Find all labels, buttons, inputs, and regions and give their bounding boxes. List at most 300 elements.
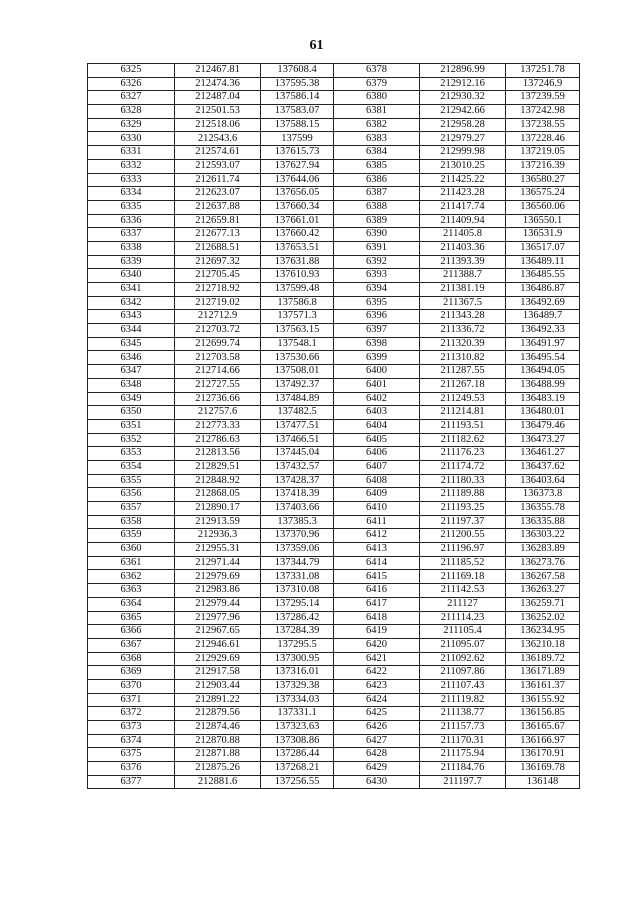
y-coordinate-cell: 137660.34 <box>261 200 334 214</box>
point-number-cell: 6422 <box>334 666 420 680</box>
point-number-cell: 6334 <box>88 187 175 201</box>
table-row <box>88 296 580 310</box>
point-number-cell: 6424 <box>334 693 420 707</box>
y-coordinate-cell: 136479.46 <box>506 419 580 433</box>
x-coordinate-cell: 211197.7 <box>420 775 506 789</box>
x-coordinate-cell: 211403.36 <box>420 241 506 255</box>
table-row <box>88 625 580 639</box>
y-coordinate-cell: 136486.87 <box>506 283 580 297</box>
y-coordinate-cell: 137599.48 <box>261 283 334 297</box>
y-coordinate-cell: 136437.62 <box>506 460 580 474</box>
point-number-cell: 6366 <box>88 625 175 639</box>
table-row <box>88 584 580 598</box>
y-coordinate-cell: 136166.97 <box>506 734 580 748</box>
x-coordinate-cell: 211138.77 <box>420 707 506 721</box>
point-number-cell: 6395 <box>334 296 420 310</box>
x-coordinate-cell: 211393.39 <box>420 255 506 269</box>
x-coordinate-cell: 211388.7 <box>420 269 506 283</box>
x-coordinate-cell: 212979.44 <box>175 597 261 611</box>
table-row <box>88 556 580 570</box>
y-coordinate-cell: 137284.39 <box>261 625 334 639</box>
y-coordinate-cell: 136575.24 <box>506 187 580 201</box>
point-number-cell: 6378 <box>334 64 420 78</box>
point-number-cell: 6427 <box>334 734 420 748</box>
point-number-cell: 6339 <box>88 255 175 269</box>
table-row <box>88 734 580 748</box>
table-row <box>88 324 580 338</box>
point-number-cell: 6341 <box>88 283 175 297</box>
y-coordinate-cell: 137477.51 <box>261 419 334 433</box>
x-coordinate-cell: 212712.9 <box>175 310 261 324</box>
point-number-cell: 6356 <box>88 488 175 502</box>
point-number-cell: 6331 <box>88 146 175 160</box>
y-coordinate-cell: 136148 <box>506 775 580 789</box>
point-number-cell: 6388 <box>334 200 420 214</box>
point-number-cell: 6360 <box>88 543 175 557</box>
y-coordinate-cell: 137661.01 <box>261 214 334 228</box>
point-number-cell: 6393 <box>334 269 420 283</box>
y-coordinate-cell: 137323.63 <box>261 721 334 735</box>
y-coordinate-cell: 137331.1 <box>261 707 334 721</box>
y-coordinate-cell: 136495.54 <box>506 351 580 365</box>
y-coordinate-cell: 137295.14 <box>261 597 334 611</box>
point-number-cell: 6380 <box>334 91 420 105</box>
point-number-cell: 6415 <box>334 570 420 584</box>
x-coordinate-cell: 212848.92 <box>175 474 261 488</box>
x-coordinate-cell: 211381.19 <box>420 283 506 297</box>
y-coordinate-cell: 136161.37 <box>506 679 580 693</box>
point-number-cell: 6332 <box>88 159 175 173</box>
y-coordinate-cell: 136273.76 <box>506 556 580 570</box>
x-coordinate-cell: 211214.81 <box>420 406 506 420</box>
y-coordinate-cell: 137344.79 <box>261 556 334 570</box>
y-coordinate-cell: 136403.64 <box>506 474 580 488</box>
x-coordinate-cell: 212501.53 <box>175 105 261 119</box>
point-number-cell: 6405 <box>334 433 420 447</box>
y-coordinate-cell: 137308.86 <box>261 734 334 748</box>
y-coordinate-cell: 136517.07 <box>506 241 580 255</box>
y-coordinate-cell: 137268.21 <box>261 762 334 776</box>
point-number-cell: 6414 <box>334 556 420 570</box>
table-row <box>88 447 580 461</box>
y-coordinate-cell: 136171.89 <box>506 666 580 680</box>
y-coordinate-cell: 136488.99 <box>506 378 580 392</box>
x-coordinate-cell: 211105.4 <box>420 625 506 639</box>
x-coordinate-cell: 213010.25 <box>420 159 506 173</box>
point-number-cell: 6351 <box>88 419 175 433</box>
x-coordinate-cell: 211193.25 <box>420 502 506 516</box>
point-number-cell: 6404 <box>334 419 420 433</box>
y-coordinate-cell: 137615.73 <box>261 146 334 160</box>
table-row <box>88 269 580 283</box>
point-number-cell: 6412 <box>334 529 420 543</box>
x-coordinate-cell: 212757.6 <box>175 406 261 420</box>
y-coordinate-cell: 137608.4 <box>261 64 334 78</box>
table-row <box>88 228 580 242</box>
point-number-cell: 6344 <box>88 324 175 338</box>
y-coordinate-cell: 137586.14 <box>261 91 334 105</box>
point-number-cell: 6397 <box>334 324 420 338</box>
page-number: 61 <box>309 38 324 53</box>
point-number-cell: 6394 <box>334 283 420 297</box>
table-row <box>88 488 580 502</box>
y-coordinate-cell: 137246.9 <box>506 77 580 91</box>
point-number-cell: 6369 <box>88 666 175 680</box>
x-coordinate-cell: 212983.86 <box>175 584 261 598</box>
table-row <box>88 351 580 365</box>
table-row <box>88 406 580 420</box>
table-row <box>88 214 580 228</box>
point-number-cell: 6401 <box>334 378 420 392</box>
point-number-cell: 6392 <box>334 255 420 269</box>
x-coordinate-cell: 212688.51 <box>175 241 261 255</box>
point-number-cell: 6383 <box>334 132 420 146</box>
y-coordinate-cell: 137418.39 <box>261 488 334 502</box>
x-coordinate-cell: 212543.6 <box>175 132 261 146</box>
x-coordinate-cell: 212971.44 <box>175 556 261 570</box>
x-coordinate-cell: 211174.72 <box>420 460 506 474</box>
point-number-cell: 6421 <box>334 652 420 666</box>
y-coordinate-cell: 137644.06 <box>261 173 334 187</box>
x-coordinate-cell: 211193.51 <box>420 419 506 433</box>
x-coordinate-cell: 211157.73 <box>420 721 506 735</box>
table-row <box>88 64 580 78</box>
y-coordinate-cell: 136492.69 <box>506 296 580 310</box>
y-coordinate-cell: 136494.05 <box>506 365 580 379</box>
y-coordinate-cell: 136355.78 <box>506 502 580 516</box>
x-coordinate-cell: 212874.46 <box>175 721 261 735</box>
point-number-cell: 6425 <box>334 707 420 721</box>
y-coordinate-cell: 136485.55 <box>506 269 580 283</box>
x-coordinate-cell: 211425.22 <box>420 173 506 187</box>
point-number-cell: 6342 <box>88 296 175 310</box>
x-coordinate-cell: 211367.5 <box>420 296 506 310</box>
x-coordinate-cell: 211092.62 <box>420 652 506 666</box>
point-number-cell: 6416 <box>334 584 420 598</box>
x-coordinate-cell: 211417.74 <box>420 200 506 214</box>
x-coordinate-cell: 211095.07 <box>420 638 506 652</box>
x-coordinate-cell: 211336.72 <box>420 324 506 338</box>
table-row <box>88 419 580 433</box>
y-coordinate-cell: 137256.55 <box>261 775 334 789</box>
x-coordinate-cell: 212881.6 <box>175 775 261 789</box>
table-row <box>88 77 580 91</box>
y-coordinate-cell: 137329.38 <box>261 679 334 693</box>
table-row <box>88 721 580 735</box>
point-number-cell: 6400 <box>334 365 420 379</box>
x-coordinate-cell: 212699.74 <box>175 337 261 351</box>
y-coordinate-cell: 137295.5 <box>261 638 334 652</box>
table-row <box>88 173 580 187</box>
y-coordinate-cell: 136461.27 <box>506 447 580 461</box>
point-number-cell: 6410 <box>334 502 420 516</box>
point-number-cell: 6389 <box>334 214 420 228</box>
point-number-cell: 6355 <box>88 474 175 488</box>
y-coordinate-cell: 137428.37 <box>261 474 334 488</box>
y-coordinate-cell: 136234.95 <box>506 625 580 639</box>
x-coordinate-cell: 212467.81 <box>175 64 261 78</box>
x-coordinate-cell: 212637.88 <box>175 200 261 214</box>
x-coordinate-cell: 212487.04 <box>175 91 261 105</box>
point-number-cell: 6352 <box>88 433 175 447</box>
y-coordinate-cell: 137331.08 <box>261 570 334 584</box>
y-coordinate-cell: 137595.38 <box>261 77 334 91</box>
x-coordinate-cell: 212829.51 <box>175 460 261 474</box>
x-coordinate-cell: 211409.94 <box>420 214 506 228</box>
point-number-cell: 6336 <box>88 214 175 228</box>
point-number-cell: 6347 <box>88 365 175 379</box>
table-row <box>88 146 580 160</box>
x-coordinate-cell: 212929.69 <box>175 652 261 666</box>
x-coordinate-cell: 212896.99 <box>420 64 506 78</box>
y-coordinate-cell: 137599 <box>261 132 334 146</box>
y-coordinate-cell: 136259.71 <box>506 597 580 611</box>
table-row <box>88 748 580 762</box>
point-number-cell: 6370 <box>88 679 175 693</box>
y-coordinate-cell: 136531.9 <box>506 228 580 242</box>
table-row <box>88 515 580 529</box>
x-coordinate-cell: 211196.97 <box>420 543 506 557</box>
point-number-cell: 6365 <box>88 611 175 625</box>
table-row <box>88 187 580 201</box>
y-coordinate-cell: 136283.89 <box>506 543 580 557</box>
x-coordinate-cell: 212879.56 <box>175 707 261 721</box>
x-coordinate-cell: 211127 <box>420 597 506 611</box>
x-coordinate-cell: 212474.36 <box>175 77 261 91</box>
point-number-cell: 6340 <box>88 269 175 283</box>
point-number-cell: 6406 <box>334 447 420 461</box>
point-number-cell: 6361 <box>88 556 175 570</box>
point-number-cell: 6368 <box>88 652 175 666</box>
point-number-cell: 6335 <box>88 200 175 214</box>
y-coordinate-cell: 137482.5 <box>261 406 334 420</box>
point-number-cell: 6382 <box>334 118 420 132</box>
x-coordinate-cell: 211287.55 <box>420 365 506 379</box>
y-coordinate-cell: 137286.44 <box>261 748 334 762</box>
y-coordinate-cell: 137610.93 <box>261 269 334 283</box>
x-coordinate-cell: 212719.02 <box>175 296 261 310</box>
y-coordinate-cell: 136550.1 <box>506 214 580 228</box>
table-row <box>88 241 580 255</box>
y-coordinate-cell: 137466.51 <box>261 433 334 447</box>
x-coordinate-cell: 212891.22 <box>175 693 261 707</box>
y-coordinate-cell: 136155.92 <box>506 693 580 707</box>
x-coordinate-cell: 212917.58 <box>175 666 261 680</box>
y-coordinate-cell: 136263.27 <box>506 584 580 598</box>
y-coordinate-cell: 136560.06 <box>506 200 580 214</box>
y-coordinate-cell: 137334.03 <box>261 693 334 707</box>
y-coordinate-cell: 137445.04 <box>261 447 334 461</box>
point-number-cell: 6402 <box>334 392 420 406</box>
point-number-cell: 6349 <box>88 392 175 406</box>
x-coordinate-cell: 211310.82 <box>420 351 506 365</box>
table-row <box>88 200 580 214</box>
y-coordinate-cell: 136489.7 <box>506 310 580 324</box>
point-number-cell: 6359 <box>88 529 175 543</box>
x-coordinate-cell: 212659.81 <box>175 214 261 228</box>
x-coordinate-cell: 211119.82 <box>420 693 506 707</box>
y-coordinate-cell: 137216.39 <box>506 159 580 173</box>
y-coordinate-cell: 137359.06 <box>261 543 334 557</box>
x-coordinate-cell: 212727.55 <box>175 378 261 392</box>
y-coordinate-cell: 137627.94 <box>261 159 334 173</box>
x-coordinate-cell: 212786.63 <box>175 433 261 447</box>
coordinates-table <box>87 63 580 789</box>
point-number-cell: 6326 <box>88 77 175 91</box>
point-number-cell: 6390 <box>334 228 420 242</box>
x-coordinate-cell: 211267.18 <box>420 378 506 392</box>
table-row <box>88 693 580 707</box>
x-coordinate-cell: 212999.98 <box>420 146 506 160</box>
y-coordinate-cell: 137492.37 <box>261 378 334 392</box>
y-coordinate-cell: 137239.59 <box>506 91 580 105</box>
x-coordinate-cell: 212946.61 <box>175 638 261 652</box>
x-coordinate-cell: 212871.88 <box>175 748 261 762</box>
y-coordinate-cell: 136480.01 <box>506 406 580 420</box>
point-number-cell: 6367 <box>88 638 175 652</box>
point-number-cell: 6333 <box>88 173 175 187</box>
y-coordinate-cell: 136492.33 <box>506 324 580 338</box>
y-coordinate-cell: 137583.07 <box>261 105 334 119</box>
table-row <box>88 337 580 351</box>
x-coordinate-cell: 211175.94 <box>420 748 506 762</box>
point-number-cell: 6420 <box>334 638 420 652</box>
x-coordinate-cell: 212736.66 <box>175 392 261 406</box>
x-coordinate-cell: 212979.27 <box>420 132 506 146</box>
y-coordinate-cell: 137571.3 <box>261 310 334 324</box>
y-coordinate-cell: 136267.58 <box>506 570 580 584</box>
point-number-cell: 6329 <box>88 118 175 132</box>
table-row <box>88 611 580 625</box>
point-number-cell: 6364 <box>88 597 175 611</box>
x-coordinate-cell: 211185.52 <box>420 556 506 570</box>
y-coordinate-cell: 136165.67 <box>506 721 580 735</box>
point-number-cell: 6348 <box>88 378 175 392</box>
point-number-cell: 6384 <box>334 146 420 160</box>
table-row <box>88 132 580 146</box>
point-number-cell: 6418 <box>334 611 420 625</box>
x-coordinate-cell: 211405.8 <box>420 228 506 242</box>
point-number-cell: 6385 <box>334 159 420 173</box>
y-coordinate-cell: 137656.05 <box>261 187 334 201</box>
y-coordinate-cell: 137631.88 <box>261 255 334 269</box>
y-coordinate-cell: 136252.02 <box>506 611 580 625</box>
table-row <box>88 255 580 269</box>
y-coordinate-cell: 136210.18 <box>506 638 580 652</box>
point-number-cell: 6374 <box>88 734 175 748</box>
x-coordinate-cell: 212677.13 <box>175 228 261 242</box>
point-number-cell: 6357 <box>88 502 175 516</box>
y-coordinate-cell: 136373.8 <box>506 488 580 502</box>
y-coordinate-cell: 136303.22 <box>506 529 580 543</box>
x-coordinate-cell: 211107.43 <box>420 679 506 693</box>
point-number-cell: 6391 <box>334 241 420 255</box>
x-coordinate-cell: 212703.72 <box>175 324 261 338</box>
point-number-cell: 6362 <box>88 570 175 584</box>
table-row <box>88 679 580 693</box>
point-number-cell: 6353 <box>88 447 175 461</box>
x-coordinate-cell: 212773.33 <box>175 419 261 433</box>
table-row <box>88 310 580 324</box>
x-coordinate-cell: 212870.88 <box>175 734 261 748</box>
table-row <box>88 433 580 447</box>
x-coordinate-cell: 211169.18 <box>420 570 506 584</box>
point-number-cell: 6379 <box>334 77 420 91</box>
y-coordinate-cell: 137286.42 <box>261 611 334 625</box>
y-coordinate-cell: 137548.1 <box>261 337 334 351</box>
y-coordinate-cell: 137586.8 <box>261 296 334 310</box>
coordinates-table-body <box>88 64 580 789</box>
y-coordinate-cell: 136483.19 <box>506 392 580 406</box>
x-coordinate-cell: 212705.45 <box>175 269 261 283</box>
table-row <box>88 502 580 516</box>
y-coordinate-cell: 137385.3 <box>261 515 334 529</box>
point-number-cell: 6372 <box>88 707 175 721</box>
point-number-cell: 6387 <box>334 187 420 201</box>
point-number-cell: 6350 <box>88 406 175 420</box>
x-coordinate-cell: 211200.55 <box>420 529 506 543</box>
x-coordinate-cell: 211142.53 <box>420 584 506 598</box>
point-number-cell: 6429 <box>334 762 420 776</box>
table-row <box>88 460 580 474</box>
y-coordinate-cell: 136156.85 <box>506 707 580 721</box>
point-number-cell: 6343 <box>88 310 175 324</box>
y-coordinate-cell: 137228.46 <box>506 132 580 146</box>
point-number-cell: 6337 <box>88 228 175 242</box>
y-coordinate-cell: 137563.15 <box>261 324 334 338</box>
point-number-cell: 6419 <box>334 625 420 639</box>
x-coordinate-cell: 211097.86 <box>420 666 506 680</box>
y-coordinate-cell: 136491.97 <box>506 337 580 351</box>
x-coordinate-cell: 211320.39 <box>420 337 506 351</box>
y-coordinate-cell: 137653.51 <box>261 241 334 255</box>
x-coordinate-cell: 212518.06 <box>175 118 261 132</box>
point-number-cell: 6325 <box>88 64 175 78</box>
table-row <box>88 474 580 488</box>
table-row <box>88 707 580 721</box>
x-coordinate-cell: 211176.23 <box>420 447 506 461</box>
x-coordinate-cell: 211180.33 <box>420 474 506 488</box>
point-number-cell: 6417 <box>334 597 420 611</box>
x-coordinate-cell: 211249.53 <box>420 392 506 406</box>
y-coordinate-cell: 137238.55 <box>506 118 580 132</box>
x-coordinate-cell: 212967.65 <box>175 625 261 639</box>
y-coordinate-cell: 136189.72 <box>506 652 580 666</box>
y-coordinate-cell: 137530.66 <box>261 351 334 365</box>
point-number-cell: 6346 <box>88 351 175 365</box>
y-coordinate-cell: 137316.01 <box>261 666 334 680</box>
point-number-cell: 6377 <box>88 775 175 789</box>
table-row <box>88 597 580 611</box>
point-number-cell: 6330 <box>88 132 175 146</box>
y-coordinate-cell: 137660.42 <box>261 228 334 242</box>
point-number-cell: 6403 <box>334 406 420 420</box>
point-number-cell: 6354 <box>88 460 175 474</box>
table-row <box>88 105 580 119</box>
x-coordinate-cell: 212955.31 <box>175 543 261 557</box>
point-number-cell: 6430 <box>334 775 420 789</box>
point-number-cell: 6398 <box>334 337 420 351</box>
point-number-cell: 6363 <box>88 584 175 598</box>
x-coordinate-cell: 212574.61 <box>175 146 261 160</box>
x-coordinate-cell: 211189.88 <box>420 488 506 502</box>
x-coordinate-cell: 211170.31 <box>420 734 506 748</box>
x-coordinate-cell: 212714.66 <box>175 365 261 379</box>
point-number-cell: 6396 <box>334 310 420 324</box>
y-coordinate-cell: 137242.98 <box>506 105 580 119</box>
x-coordinate-cell: 212703.58 <box>175 351 261 365</box>
x-coordinate-cell: 212930.32 <box>420 91 506 105</box>
